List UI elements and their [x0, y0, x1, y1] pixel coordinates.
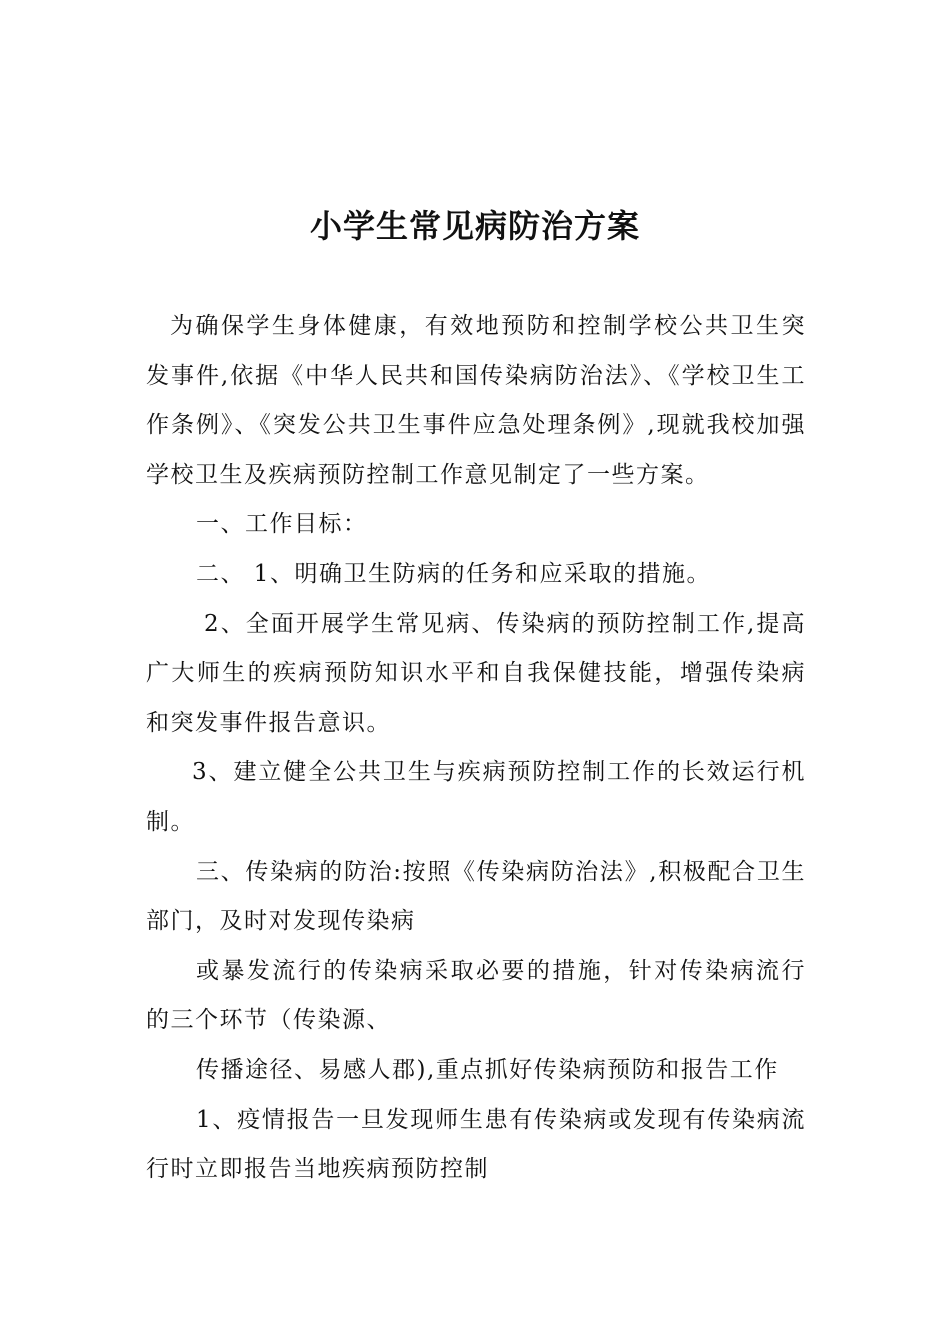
paragraph-section-2-item-1: 二、 1、明确卫生防病的任务和应采取的措施。: [196, 560, 711, 587]
paragraph-item-3: 3、建立健全公共卫生与疾病预防控制工作的长效运行机制。: [146, 759, 806, 835]
paragraph-section-1: 一、工作目标：: [196, 511, 368, 538]
paragraph-section-3-cont-2: 传播途径、易感人郡),重点抓好传染病预防和报告工作: [196, 1056, 779, 1083]
paragraph-section-3-cont-1: 或暴发流行的传染病采取必要的措施，针对传染病流行的三个环节（传染源、: [146, 957, 806, 1034]
paragraph-epidemic-report: 1、疫情报告一旦发现师生患有传染病或发现有传染病流行时立即报告当地疾病预防控制: [146, 1106, 806, 1183]
paragraph-intro: 为确保学生身体健康，有效地预防和控制学校公共卫生突发事件,依据《中华人民共和国传染病防治法》、《学校卫生工作条例》、《突发公共卫生事件应急处理条例》,现就我校加强学校卫生及疾病预防控制工作意见制定了一些方案。: [146, 313, 806, 488]
document-title: 小学生常见病防治方案: [309, 207, 640, 245]
paragraph-item-2: 2、全面开展学生常见病、传染病的预防控制工作,提高广大师生的疾病预防知识水平和自我保健技能，增强传染病和突发事件报告意识。: [146, 610, 806, 736]
document-body: [146, 302, 806, 1195]
paragraph-section-3: 三、传染病的防治:按照《传染病防治法》,积极配合卫生部门，及时对发现传染病: [146, 858, 806, 935]
